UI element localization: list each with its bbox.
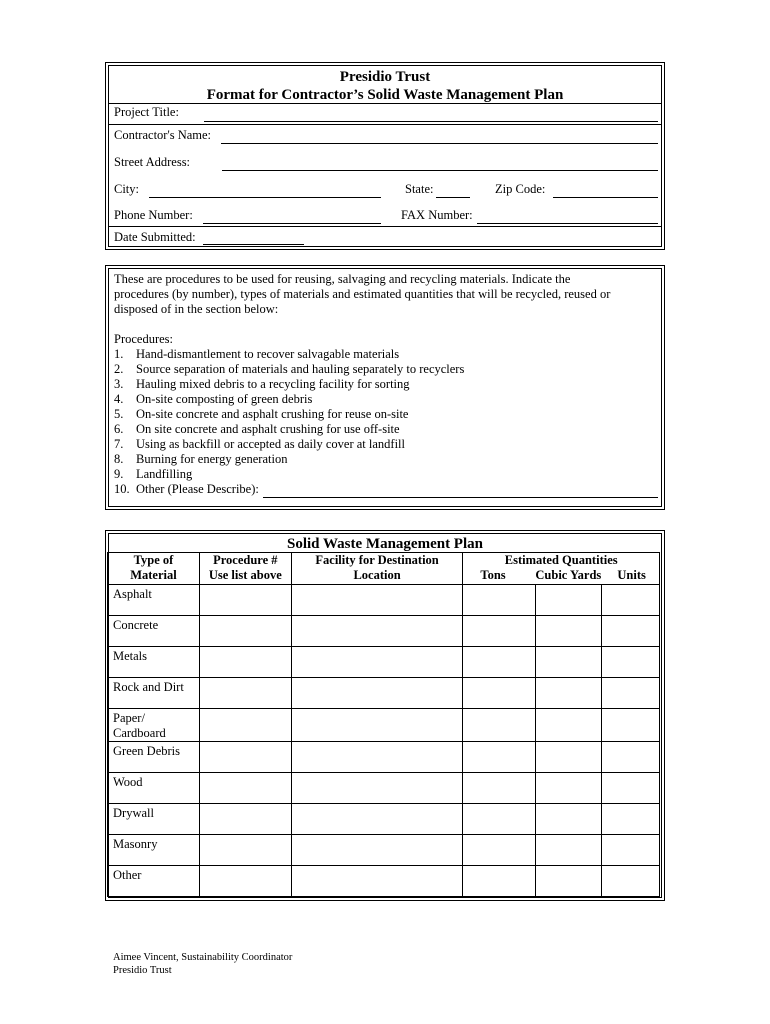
tons-cell[interactable]: [463, 742, 536, 773]
material-cell: Green Debris: [108, 742, 200, 773]
footer-name: Aimee Vincent, Sustainability Coordinator: [113, 952, 293, 963]
footer-org: Presidio Trust: [113, 965, 172, 976]
procedure-num: 7.: [114, 437, 124, 451]
phone-label: Phone Number:: [114, 208, 193, 222]
col-tons-header: Tons: [480, 568, 506, 582]
facility-cell[interactable]: [291, 773, 463, 804]
facility-cell[interactable]: [291, 709, 463, 742]
zip-field[interactable]: [553, 197, 658, 198]
col-cubic-header: Cubic Yards: [535, 568, 602, 582]
state-field[interactable]: [436, 197, 470, 198]
plan-title: Solid Waste Management Plan: [287, 536, 483, 552]
table-row: [108, 773, 660, 804]
procedure-item: On-site composting of green debris: [136, 392, 313, 406]
procedure-cell[interactable]: [199, 616, 291, 647]
tons-cell[interactable]: [463, 866, 536, 897]
form-title: Format for Contractor’s Solid Waste Management Plan: [206, 87, 564, 103]
col-procedure-header: Procedure # Use list above: [199, 553, 291, 585]
units-cell[interactable]: [602, 835, 660, 866]
procedure-item: On-site concrete and asphalt crushing for reuse on-site: [136, 407, 409, 421]
units-cell[interactable]: [602, 678, 660, 709]
cubic-cell[interactable]: [536, 804, 602, 835]
cubic-cell[interactable]: [536, 709, 602, 742]
cubic-cell[interactable]: [536, 647, 602, 678]
plan-table: [107, 552, 660, 897]
contractor-info-box: [105, 62, 665, 250]
other-describe-field[interactable]: [263, 497, 658, 498]
procedures-heading: Procedures:: [114, 332, 174, 346]
procedure-cell[interactable]: [199, 742, 291, 773]
phone-field[interactable]: [203, 223, 381, 224]
intro-line-1: These are procedures to be used for reusing, salvaging and recycling materials. Indicate the: [114, 272, 571, 286]
procedure-num: 1.: [114, 347, 124, 361]
project-title-field[interactable]: [204, 121, 658, 122]
street-address-field[interactable]: [222, 170, 658, 171]
material-cell: Wood: [108, 773, 200, 804]
facility-cell[interactable]: [291, 742, 463, 773]
facility-cell[interactable]: [291, 678, 463, 709]
material-cell: Drywall: [108, 804, 200, 835]
state-label: State:: [405, 182, 434, 196]
material-cell: Paper/ Cardboard: [108, 709, 200, 742]
units-cell[interactable]: [602, 585, 660, 616]
cubic-cell[interactable]: [536, 616, 602, 647]
facility-cell[interactable]: [291, 616, 463, 647]
procedure-num: 6.: [114, 422, 124, 436]
table-row: [108, 585, 660, 616]
procedure-cell[interactable]: [199, 835, 291, 866]
procedure-cell[interactable]: [199, 804, 291, 835]
material-cell: Rock and Dirt: [108, 678, 200, 709]
tons-cell[interactable]: [463, 585, 536, 616]
cubic-cell[interactable]: [536, 678, 602, 709]
date-submitted-label: Date Submitted:: [114, 230, 196, 244]
procedure-item: Other (Please Describe):: [136, 482, 259, 496]
fax-field[interactable]: [477, 223, 658, 224]
procedure-item: Source separation of materials and hauling separately to recyclers: [136, 362, 465, 376]
tons-cell[interactable]: [463, 773, 536, 804]
material-cell: Metals: [108, 647, 200, 678]
tons-cell[interactable]: [463, 678, 536, 709]
units-cell[interactable]: [602, 709, 660, 742]
tons-cell[interactable]: [463, 804, 536, 835]
table-row: [108, 835, 660, 866]
cubic-cell[interactable]: [536, 773, 602, 804]
city-label: City:: [114, 182, 140, 196]
contractor-name-label: Contractor's Name:: [114, 128, 212, 142]
procedure-cell[interactable]: [199, 773, 291, 804]
units-cell[interactable]: [602, 742, 660, 773]
units-cell[interactable]: [602, 866, 660, 897]
table-row: [108, 678, 660, 709]
procedure-num: 2.: [114, 362, 124, 376]
intro-line-2: procedures (by number), types of materials and estimated quantities that will be recycled, reused or: [114, 287, 611, 301]
units-cell[interactable]: [602, 616, 660, 647]
cubic-cell[interactable]: [536, 742, 602, 773]
tons-cell[interactable]: [463, 709, 536, 742]
procedure-cell[interactable]: [199, 678, 291, 709]
units-cell[interactable]: [602, 647, 660, 678]
col-facility-header: Facility for Destination Location: [291, 553, 463, 585]
tons-cell[interactable]: [463, 835, 536, 866]
procedure-num: 3.: [114, 377, 124, 391]
street-address-label: Street Address:: [114, 155, 191, 169]
table-row: [108, 742, 660, 773]
procedure-cell[interactable]: [199, 709, 291, 742]
table-row: [108, 647, 660, 678]
units-cell[interactable]: [602, 773, 660, 804]
procedure-item: Hauling mixed debris to a recycling facility for sorting: [136, 377, 410, 391]
procedure-num: 10.: [114, 482, 130, 496]
table-row: [108, 616, 660, 647]
material-cell: Concrete: [108, 616, 200, 647]
cubic-cell[interactable]: [536, 585, 602, 616]
facility-cell[interactable]: [291, 804, 463, 835]
procedure-item: On site concrete and asphalt crushing for use off-site: [136, 422, 400, 436]
material-cell: Masonry: [108, 835, 200, 866]
material-cell: Other: [108, 866, 200, 897]
org-title: Presidio Trust: [339, 69, 431, 85]
procedure-num: 9.: [114, 467, 124, 481]
intro-line-3: disposed of in the section below:: [114, 302, 279, 316]
procedure-num: 5.: [114, 407, 124, 421]
table-row: [108, 866, 660, 897]
table-row: [108, 804, 660, 835]
fax-label: FAX Number:: [401, 208, 473, 222]
zip-label: Zip Code:: [495, 182, 546, 196]
procedure-item: Using as backfill or accepted as daily cover at landfill: [136, 437, 405, 451]
col-estimated-header: Estimated Quantities Tons Cubic Yards Units: [463, 553, 660, 585]
col-units-header: Units: [617, 568, 646, 582]
procedure-num: 8.: [114, 452, 124, 466]
date-submitted-field[interactable]: [203, 244, 304, 245]
material-cell: Asphalt: [108, 585, 200, 616]
procedure-num: 4.: [114, 392, 124, 406]
table-row: [108, 709, 660, 742]
cubic-cell[interactable]: [536, 835, 602, 866]
facility-cell[interactable]: [291, 835, 463, 866]
procedure-item: Burning for energy generation: [136, 452, 288, 466]
project-title-label: Project Title:: [114, 105, 179, 119]
facility-cell[interactable]: [291, 647, 463, 678]
procedure-cell[interactable]: [199, 866, 291, 897]
contractor-name-field[interactable]: [221, 143, 658, 144]
procedures-box: [105, 265, 665, 510]
procedure-cell[interactable]: [199, 585, 291, 616]
units-cell[interactable]: [602, 804, 660, 835]
procedure-item: Landfilling: [136, 467, 193, 481]
procedure-item: Hand-dismantlement to recover salvagable materials: [136, 347, 400, 361]
tons-cell[interactable]: [463, 616, 536, 647]
facility-cell[interactable]: [291, 866, 463, 897]
city-field[interactable]: [149, 197, 381, 198]
tons-cell[interactable]: [463, 647, 536, 678]
col-type-header: Type of Material: [108, 553, 200, 585]
cubic-cell[interactable]: [536, 866, 602, 897]
facility-cell[interactable]: [291, 585, 463, 616]
procedure-cell[interactable]: [199, 647, 291, 678]
